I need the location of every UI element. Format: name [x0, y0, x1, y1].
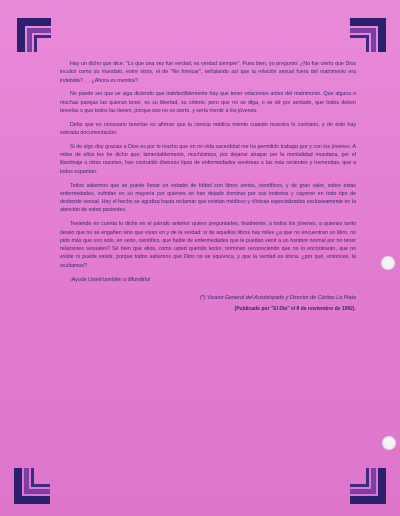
closing-call: ¡Ayude Usted también a difundirla!	[70, 276, 151, 283]
paragraph-4: Si de algo doy gracias a Dios es por lo mucho que en mi vida sacerdotal me ha permitido trabajar por y con los jóvenes. A miles de ellos les he dicho que, lamentablemente, muchísimos, por dejarse atrapar por la mentalidad mundana, por el libertinaje u otras razones, han contraído diversos tipos de enfermedades venéreas o las más recientes y tremendas, que a todos espantan.	[60, 143, 356, 175]
paragraph-5: Todos sabemos que se puede llenar un estadio de fútbol con libros serios, científicos, y de gran valor, sobre estas enfermedades, sufridas en su mayoría por quienes se han dejado dominar por sus instintos y cayeron en todo tipo de desborde sexual. Hoy el hecho se agudiza hasta reclamar que existan médicos y clínicas especializados exclusivamente en la atención de estos pacientes.	[60, 182, 356, 214]
publication-note: (Publicado por "El Día" el 8 de noviembre de 1992).	[234, 305, 356, 312]
article-body	[60, 60, 356, 313]
paragraph-6: Teniendo en cuenta lo dicho en el párrafo anterior quiero preguntarles, finalmente, a todos los jóvenes, a quienes tanto deseo que no se engañen sino que vivan en y de la verdad: si de aquellos libros hay miles ¿a que no encuentran un libro, no pido más que uno solo, en serio, científico, que hable de enfermedades que le puedan venir a un hombre normal por no tener relaciones sexuales? Sé bien que ellos, como usted querido lector, terminan reconociendo que no lo encontrarán, que no existe ni puede existir, porque todos sabemos que Dios no se equivoca, y que la verdad es única. ¿por qué, entonces, la ocultamos?	[60, 221, 356, 269]
corner-ornament-top-right	[350, 18, 386, 52]
paragraph-1: Hay un dicho que dice: "Lo que una vez fue verdad, es verdad siempre". Pues bien, yo pregunto: ¿No fue cierto que Dios inculcó como su mandato, entre otros, el de "No fornicar", señalando así que la relación sexual fuera del matrimonio era indebida?. . . ¿Ahora es mentira?.	[60, 61, 356, 84]
punch-hole-lower	[382, 436, 396, 450]
author-footnote: (*) Vicario General del Arzobispado y Director de Cáritas La Plata	[199, 294, 356, 301]
paragraph-2: No puede ser que se siga diciendo que indefectiblemente hay que tener relaciones antes del matrimonio. Que alguna o muchas parejas las quieran tener, es su libertad, su criterio; pero que no se diga, o se dé por sentado, que todos deben tenerlas o que todos las tienen, porque eso no es cierto, y sería mentir a los jóvenes.	[60, 91, 356, 114]
punch-hole-upper	[381, 256, 395, 270]
paragraph-3: Debo que es necesario tenerlas es afirmar que la ciencia médica miente cuando muestra lo contrario, y de ésto hay sobrada documentación.	[60, 121, 356, 137]
corner-ornament-bottom-left	[14, 468, 50, 504]
corner-ornament-top-left	[17, 18, 51, 52]
corner-ornament-bottom-right	[350, 468, 386, 504]
